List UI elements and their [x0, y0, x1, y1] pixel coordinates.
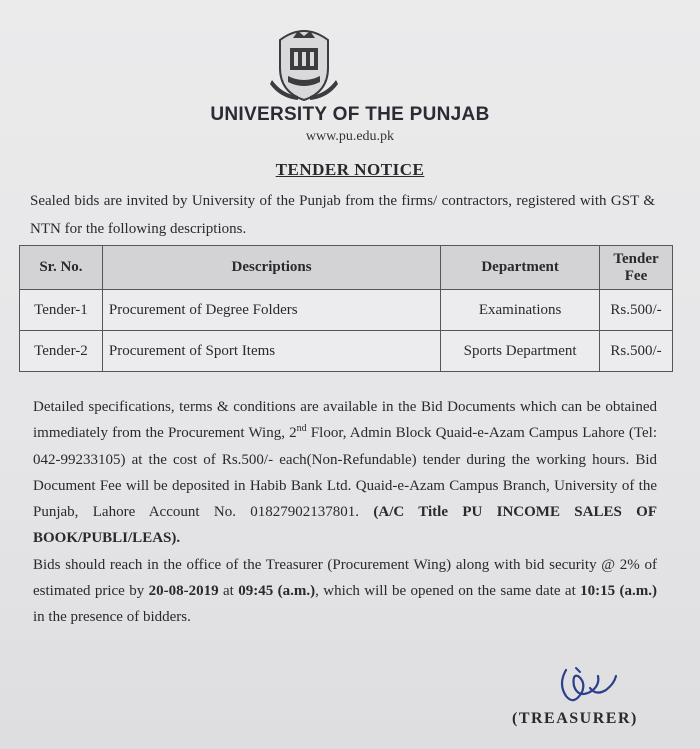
details-p2-a: Bids should reach in the office of the Treasurer (Procurement Wing) along with bid security @ 2% of estimated price by	[33, 556, 657, 600]
table-row	[20, 331, 673, 372]
notice-title: TENDER NOTICE	[275, 160, 425, 179]
cell-description: Procurement of Degree Folders	[102, 290, 440, 331]
header-sr-no: Sr. No.	[20, 246, 103, 290]
bid-deadline-time: 09:45 (a.m.)	[238, 583, 316, 600]
treasurer-signature	[556, 662, 620, 708]
intro-text	[30, 187, 655, 243]
details-p2-b: , which will be opened on the same date at	[315, 583, 581, 600]
cell-fee: Rs.500/-	[600, 331, 673, 372]
treasurer-title: (TREASURER)	[512, 710, 638, 727]
table-header-row	[20, 246, 673, 290]
bid-deadline-date: 20-08-2019	[148, 583, 219, 600]
account-title: (A/C Title PU INCOME SALES OF BOOK/PUBLI/LEAS).	[33, 504, 657, 547]
university-crest-logo	[268, 22, 340, 102]
table-row	[20, 290, 673, 331]
header-department: Department	[441, 246, 600, 290]
header-descriptions: Descriptions	[102, 246, 440, 290]
cell-department: Sports Department	[441, 331, 600, 372]
cell-sr-no: Tender-2	[20, 331, 103, 372]
details-p2-at: at	[218, 583, 239, 600]
cell-description: Procurement of Sport Items	[102, 331, 440, 372]
bid-opening-time: 10:15 (a.m.)	[580, 583, 658, 600]
details-p2-c: in the presence of bidders.	[33, 609, 191, 626]
details-text	[33, 394, 657, 631]
cell-department: Examinations	[441, 290, 600, 331]
header-tender-fee-line2: Fee	[624, 267, 648, 284]
details-p1-b: Floor, Admin Block Quaid-e-Azam Campus Lahore (Tel: 042-99233105) at the cost of Rs.500/- each(Non-Refundable) tender during the working hours. Bid Document Fee will be deposited in Habib Bank Ltd. Quaid-e-Azam Campus Branch, University of the Punjab, Lahore Account No. 01827902137801.	[33, 425, 657, 521]
header-tender-fee	[600, 246, 673, 290]
cell-sr-no: Tender-1	[20, 290, 103, 331]
details-p1-a: Detailed specifications, terms & conditions are available in the Bid Documents which can be obtained immediately from the Procurement Wing, 2	[33, 399, 657, 442]
intro-line-2: GST & NTN for the following descriptions.	[30, 193, 655, 237]
cell-fee: Rs.500/-	[600, 290, 673, 331]
header-tender-fee-line1: Tender	[613, 250, 659, 267]
floor-ordinal-suffix: nd	[296, 423, 307, 435]
tender-table	[19, 245, 673, 372]
website-url: www.pu.edu.pk	[305, 129, 395, 144]
university-name: UNIVERSITY OF THE PUNJAB	[210, 104, 490, 125]
intro-line-1: Sealed bids are invited by University of the Punjab from the firms/ contractors, registered with	[30, 193, 607, 209]
